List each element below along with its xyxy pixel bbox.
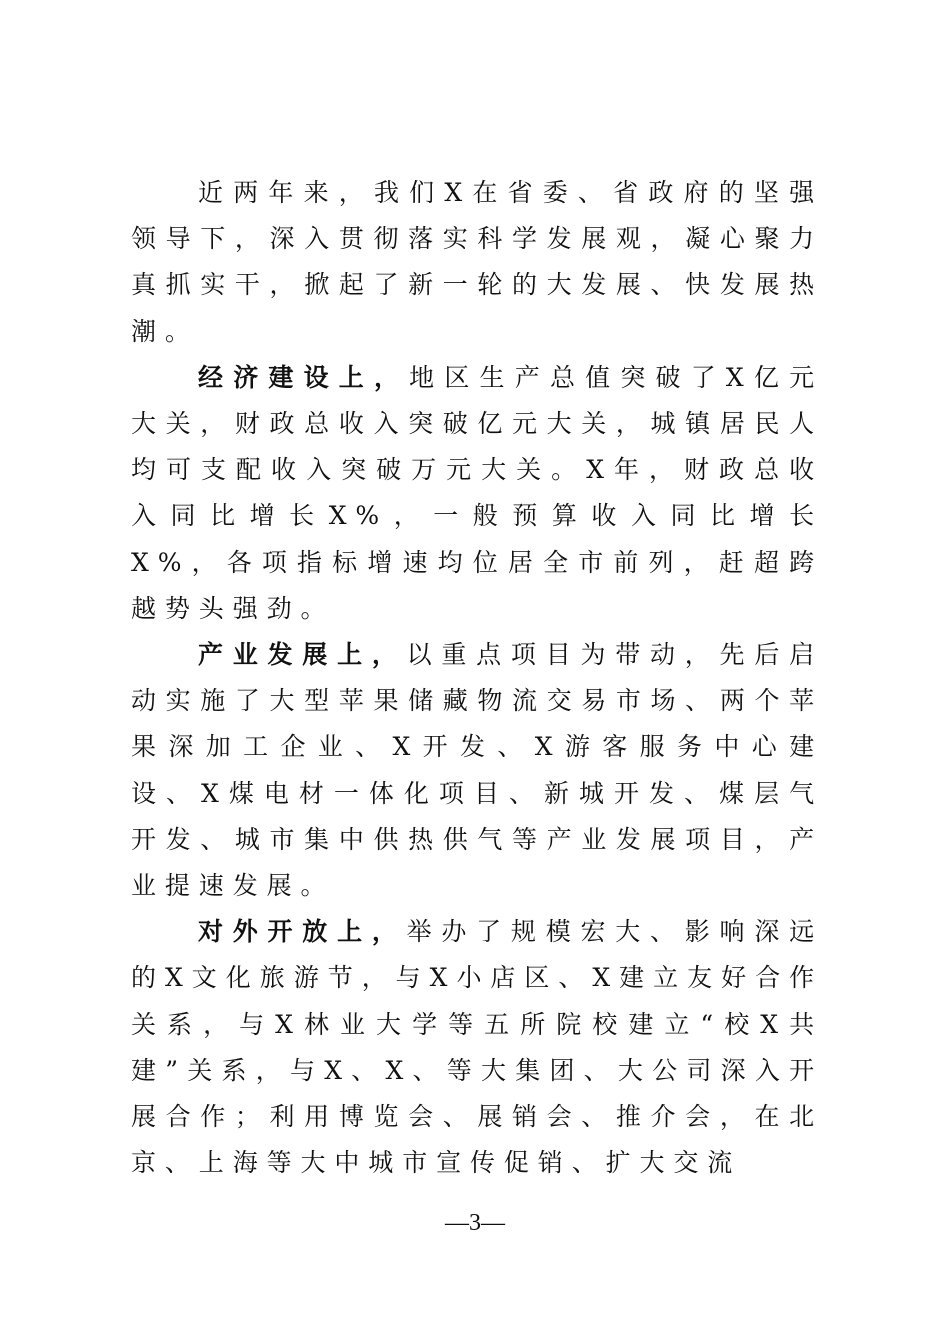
- page-number: —3—: [445, 1210, 505, 1236]
- paragraph-industry: [131, 632, 823, 909]
- paragraph-intro-text: 近两年来，我们X在省委、省政府的坚强领导下，深入贯彻落实科学发展观，凝心聚力真抓实干，掀起了新一轮的大发展、快发展热潮。: [131, 178, 823, 346]
- paragraph-economy: [131, 355, 823, 632]
- paragraph-economy-lead: 经济建设上，: [198, 362, 410, 392]
- paragraph-opening-up-text: 举办了规模宏大、影响深远的X文化旅游节，与X小店区、X建立友好合作关系，与X林业大学等五所院校建立“校X共建”关系，与X、X、等大集团、大公司深入开展合作；利用博览会、展销会、推介会，在北京、上海等大中城市宣传促销、扩大交流: [131, 917, 823, 1178]
- paragraph-industry-lead: 产业发展上，: [198, 640, 407, 670]
- paragraph-opening-up-lead: 对外开放上，: [198, 917, 407, 947]
- paragraph-economy-text: 地区生产总值突破了X亿元大关，财政总收入突破亿元大关，城镇居民人均可支配收入突破万元大关。X年，财政总收入同比增长X%，一般预算收入同比增长X%，各项指标增速均位居全市前列，赶超跨越势头强劲。: [131, 362, 823, 623]
- document-body: [131, 170, 823, 1186]
- paragraph-opening-up: [131, 909, 823, 1186]
- paragraph-industry-text: 以重点项目为带动，先后启动实施了大型苹果储藏物流交易市场、两个苹果深加工企业、X开发、X游客服务中心建设、X煤电材一体化项目、新城开发、煤层气开发、城市集中供热供气等产业发展项目，产业提速发展。: [131, 640, 823, 901]
- paragraph-intro: [131, 170, 823, 355]
